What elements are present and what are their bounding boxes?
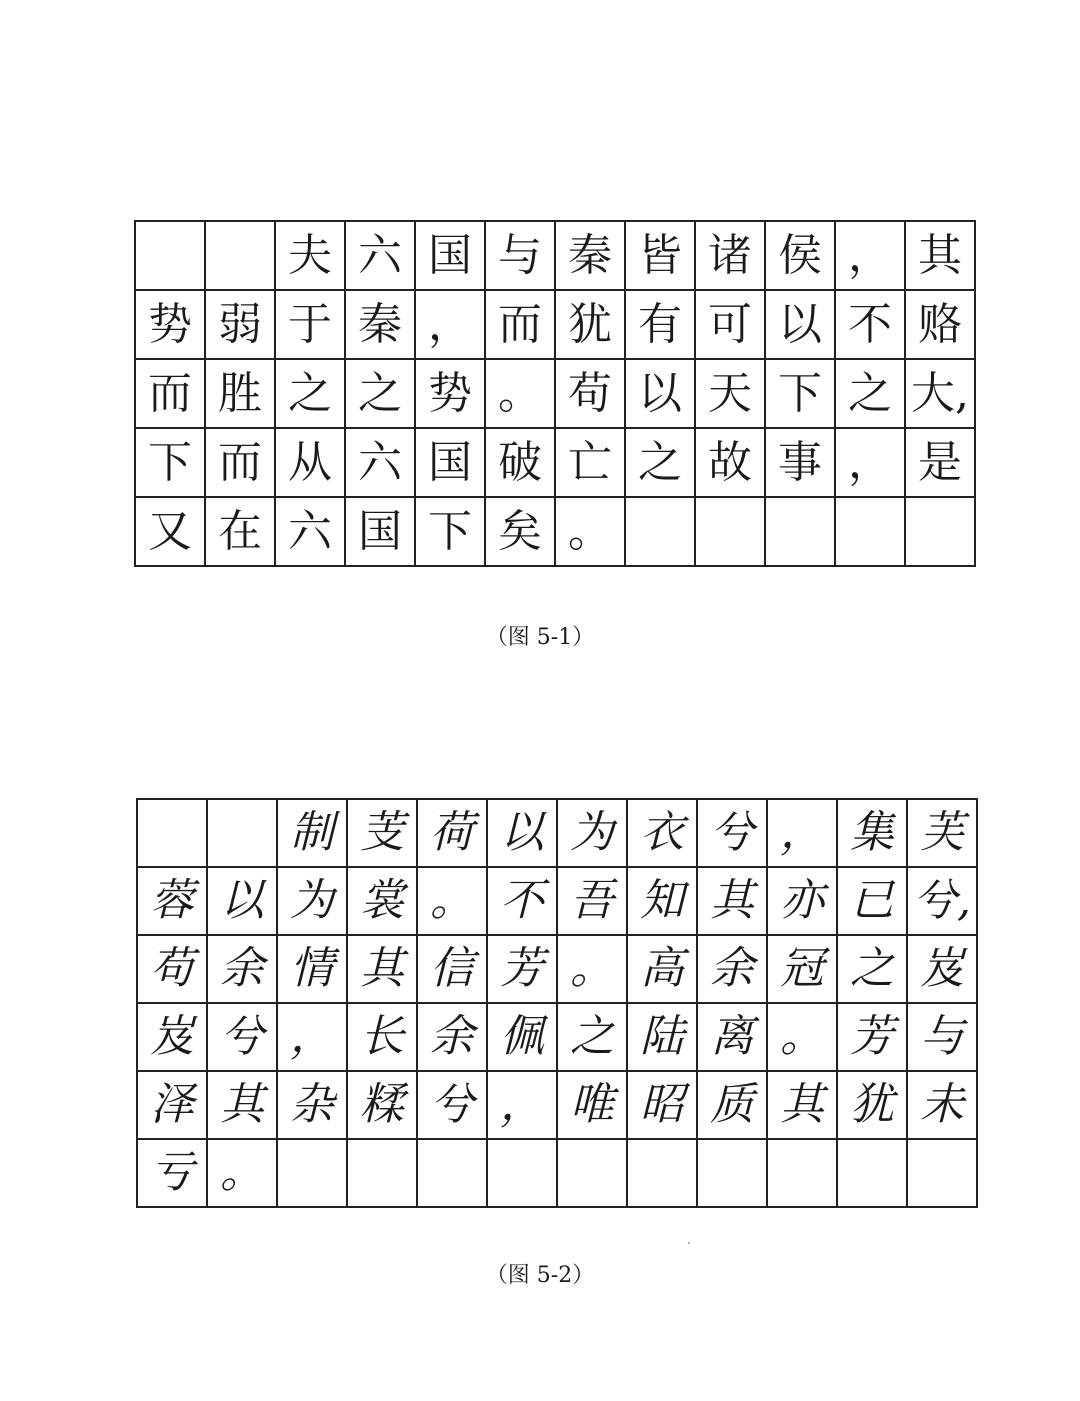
grid-cell <box>135 221 205 290</box>
grid-cell: 赂 <box>905 290 975 359</box>
grid-cell: 唯 <box>557 1071 627 1139</box>
grid-cell: 知 <box>627 867 697 935</box>
grid-cell: 在 <box>205 497 275 566</box>
grid-cell <box>627 1139 697 1207</box>
grid-cell: 已 <box>837 867 907 935</box>
grid-cell: 陆 <box>627 1003 697 1071</box>
grid-cell <box>697 1139 767 1207</box>
grid-cell: 之 <box>557 1003 627 1071</box>
grid-cell <box>835 497 905 566</box>
grid-cell: 制 <box>277 799 347 867</box>
grid-cell: 可 <box>695 290 765 359</box>
grid-row <box>135 290 975 359</box>
grid-cell: 兮, <box>907 867 977 935</box>
grid-cell: 长 <box>347 1003 417 1071</box>
grid-cell: 亡 <box>555 428 625 497</box>
grid-cell: 以 <box>207 867 277 935</box>
grid-cell: 岌 <box>137 1003 207 1071</box>
grid-cell: 。 <box>207 1139 277 1207</box>
grid-cell: 荷 <box>417 799 487 867</box>
grid-row <box>135 359 975 428</box>
grid-cell: 苟 <box>137 935 207 1003</box>
grid-cell <box>205 221 275 290</box>
grid-cell: 质 <box>697 1071 767 1139</box>
grid-cell <box>837 1139 907 1207</box>
grid-cell <box>557 1139 627 1207</box>
grid-cell: 又 <box>135 497 205 566</box>
grid-cell: 六 <box>275 497 345 566</box>
grid-cell: 其 <box>207 1071 277 1139</box>
grid-cell: 破 <box>485 428 555 497</box>
grid-cell: 未 <box>907 1071 977 1139</box>
grid-cell: ， <box>487 1071 557 1139</box>
grid-cell <box>765 497 835 566</box>
grid-row <box>135 221 975 290</box>
grid-cell: 下 <box>765 359 835 428</box>
grid-cell: 是 <box>905 428 975 497</box>
grid-cell <box>417 1139 487 1207</box>
grid-cell: 芳 <box>837 1003 907 1071</box>
grid-cell: 。 <box>485 359 555 428</box>
grid-cell: 集 <box>837 799 907 867</box>
grid-cell: 。 <box>557 935 627 1003</box>
grid-cell: 下 <box>135 428 205 497</box>
grid-cell: 。 <box>767 1003 837 1071</box>
grid-cell: 其 <box>767 1071 837 1139</box>
grid-cell: 犹 <box>555 290 625 359</box>
grid-cell: 裳 <box>347 867 417 935</box>
figure-caption-5-1: （图 5-1） <box>485 625 595 650</box>
grid-cell: 以 <box>765 290 835 359</box>
grid-cell <box>347 1139 417 1207</box>
grid-cell: ， <box>767 799 837 867</box>
grid-cell: 情 <box>277 935 347 1003</box>
grid-cell: 为 <box>277 867 347 935</box>
grid-cell <box>695 497 765 566</box>
grid-cell: 有 <box>625 290 695 359</box>
grid-cell: 夫 <box>275 221 345 290</box>
grid-cell: 势 <box>135 290 205 359</box>
grid-row <box>137 1139 977 1207</box>
figure-caption-5-2: （图 5-2） <box>485 1263 595 1288</box>
grid-cell: 以 <box>625 359 695 428</box>
grid-body <box>135 221 975 566</box>
grid-cell: 故 <box>695 428 765 497</box>
grid-cell: 其 <box>347 935 417 1003</box>
grid-cell: 。 <box>417 867 487 935</box>
scan-speck <box>688 1242 690 1244</box>
grid-cell <box>207 799 277 867</box>
grid-cell: 亏 <box>137 1139 207 1207</box>
grid-row <box>137 1003 977 1071</box>
grid-cell <box>137 799 207 867</box>
grid-cell: 佩 <box>487 1003 557 1071</box>
grid-cell: 冠 <box>767 935 837 1003</box>
grid-cell: 。 <box>555 497 625 566</box>
grid-cell: 为 <box>557 799 627 867</box>
grid-cell: 犹 <box>837 1071 907 1139</box>
grid-cell: 从 <box>275 428 345 497</box>
grid-cell: 其 <box>905 221 975 290</box>
grid-cell: 泽 <box>137 1071 207 1139</box>
grid-cell <box>905 497 975 566</box>
grid-cell: 蓉 <box>137 867 207 935</box>
grid-cell: 六 <box>345 221 415 290</box>
grid-cell: 天 <box>695 359 765 428</box>
grid-cell: 兮 <box>417 1071 487 1139</box>
character-grid-figure-5-1 <box>134 220 976 567</box>
grid-cell: 与 <box>485 221 555 290</box>
grid-cell: 亦 <box>767 867 837 935</box>
grid-body <box>137 799 977 1207</box>
grid-cell: 矣 <box>485 497 555 566</box>
grid-row <box>137 799 977 867</box>
grid-cell <box>487 1139 557 1207</box>
grid-cell: 而 <box>135 359 205 428</box>
grid-cell: 昭 <box>627 1071 697 1139</box>
grid-row <box>135 497 975 566</box>
grid-cell: 以 <box>487 799 557 867</box>
grid-cell: 不 <box>835 290 905 359</box>
grid-cell: 苟 <box>555 359 625 428</box>
grid-row <box>135 428 975 497</box>
grid-cell: 芰 <box>347 799 417 867</box>
grid-cell: 岌 <box>907 935 977 1003</box>
grid-cell: 吾 <box>557 867 627 935</box>
grid-cell: 芳 <box>487 935 557 1003</box>
grid-cell: 离 <box>697 1003 767 1071</box>
grid-cell: 余 <box>207 935 277 1003</box>
grid-cell: ， <box>835 428 905 497</box>
grid-cell: 弱 <box>205 290 275 359</box>
grid-cell: 之 <box>275 359 345 428</box>
grid-cell <box>277 1139 347 1207</box>
grid-cell: 杂 <box>277 1071 347 1139</box>
grid-cell: ， <box>835 221 905 290</box>
grid-cell: 而 <box>205 428 275 497</box>
grid-cell: 之 <box>837 935 907 1003</box>
grid-cell <box>907 1139 977 1207</box>
grid-cell: 高 <box>627 935 697 1003</box>
grid-cell: 秦 <box>345 290 415 359</box>
grid-cell: 之 <box>835 359 905 428</box>
grid-cell: 胜 <box>205 359 275 428</box>
grid-cell: ， <box>277 1003 347 1071</box>
character-grid-figure-5-2 <box>136 798 978 1208</box>
grid-cell: 而 <box>485 290 555 359</box>
grid-cell: 国 <box>345 497 415 566</box>
grid-cell: 兮 <box>697 799 767 867</box>
grid-cell: 六 <box>345 428 415 497</box>
grid-cell: 侯 <box>765 221 835 290</box>
grid-cell: 于 <box>275 290 345 359</box>
grid-cell: 国 <box>415 221 485 290</box>
grid-cell: 皆 <box>625 221 695 290</box>
grid-cell: 糅 <box>347 1071 417 1139</box>
grid-cell: 兮 <box>207 1003 277 1071</box>
grid-cell: 衣 <box>627 799 697 867</box>
grid-row <box>137 1071 977 1139</box>
grid-cell: 之 <box>625 428 695 497</box>
grid-cell: 芙 <box>907 799 977 867</box>
grid-cell: 秦 <box>555 221 625 290</box>
grid-cell: 之 <box>345 359 415 428</box>
grid-cell <box>625 497 695 566</box>
grid-cell: 下 <box>415 497 485 566</box>
grid-cell: 势 <box>415 359 485 428</box>
grid-row <box>137 867 977 935</box>
grid-cell <box>767 1139 837 1207</box>
grid-cell: 诸 <box>695 221 765 290</box>
grid-cell: 事 <box>765 428 835 497</box>
grid-cell: 大, <box>905 359 975 428</box>
grid-cell: 国 <box>415 428 485 497</box>
grid-cell: 不 <box>487 867 557 935</box>
grid-cell: ， <box>415 290 485 359</box>
grid-cell: 信 <box>417 935 487 1003</box>
grid-row <box>137 935 977 1003</box>
grid-cell: 与 <box>907 1003 977 1071</box>
grid-cell: 余 <box>697 935 767 1003</box>
grid-cell: 余 <box>417 1003 487 1071</box>
grid-cell: 其 <box>697 867 767 935</box>
